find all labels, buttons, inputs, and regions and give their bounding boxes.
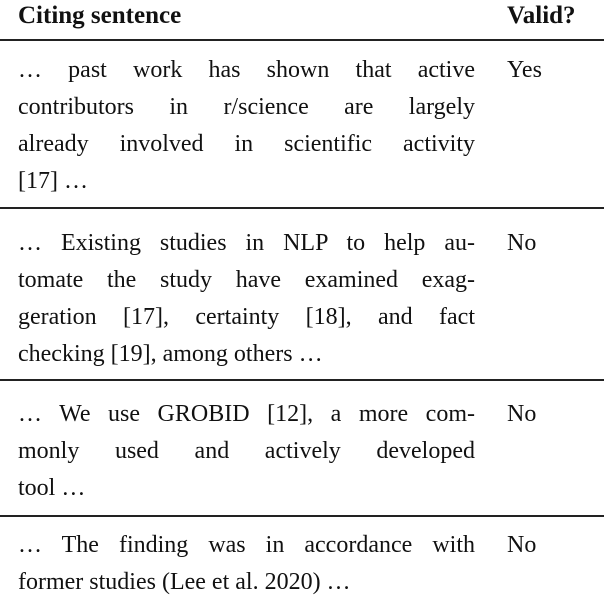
sentence-line: tool … <box>18 475 86 501</box>
citing-sentence <box>18 52 475 200</box>
valid-value: No <box>507 401 537 427</box>
sentence-line: geration [17], certainty [18], and fact <box>18 304 475 330</box>
sentence-line: already involved in scientific activity <box>18 131 475 157</box>
column-header-citing-sentence: Citing sentence <box>18 2 182 29</box>
valid-value: Yes <box>507 57 542 83</box>
valid-value: No <box>507 230 537 256</box>
sentence-line: former studies (Lee et al. 2020) … <box>18 569 351 595</box>
row-rule <box>0 207 604 209</box>
sentence-line: … past work has shown that active <box>18 57 475 83</box>
sentence-line: … Existing studies in NLP to help au- <box>18 230 475 256</box>
citing-sentence <box>18 396 475 507</box>
column-header-valid: Valid? <box>507 2 576 29</box>
sentence-line: … The finding was in accordance with <box>18 532 475 558</box>
sentence-line: monly used and actively developed <box>18 438 475 464</box>
citing-sentence <box>18 225 475 373</box>
row-rule <box>0 379 604 381</box>
sentence-line: … We use GROBID [12], a more com- <box>18 401 475 427</box>
valid-value: No <box>507 532 537 558</box>
sentence-line: checking [19], among others … <box>18 341 323 367</box>
sentence-line: contributors in r/science are largely <box>18 94 475 120</box>
row-rule <box>0 515 604 517</box>
citing-sentence <box>18 527 475 601</box>
sentence-line: [17] … <box>18 168 88 194</box>
header-rule <box>0 39 604 41</box>
sentence-line: tomate the study have examined exag- <box>18 267 475 293</box>
